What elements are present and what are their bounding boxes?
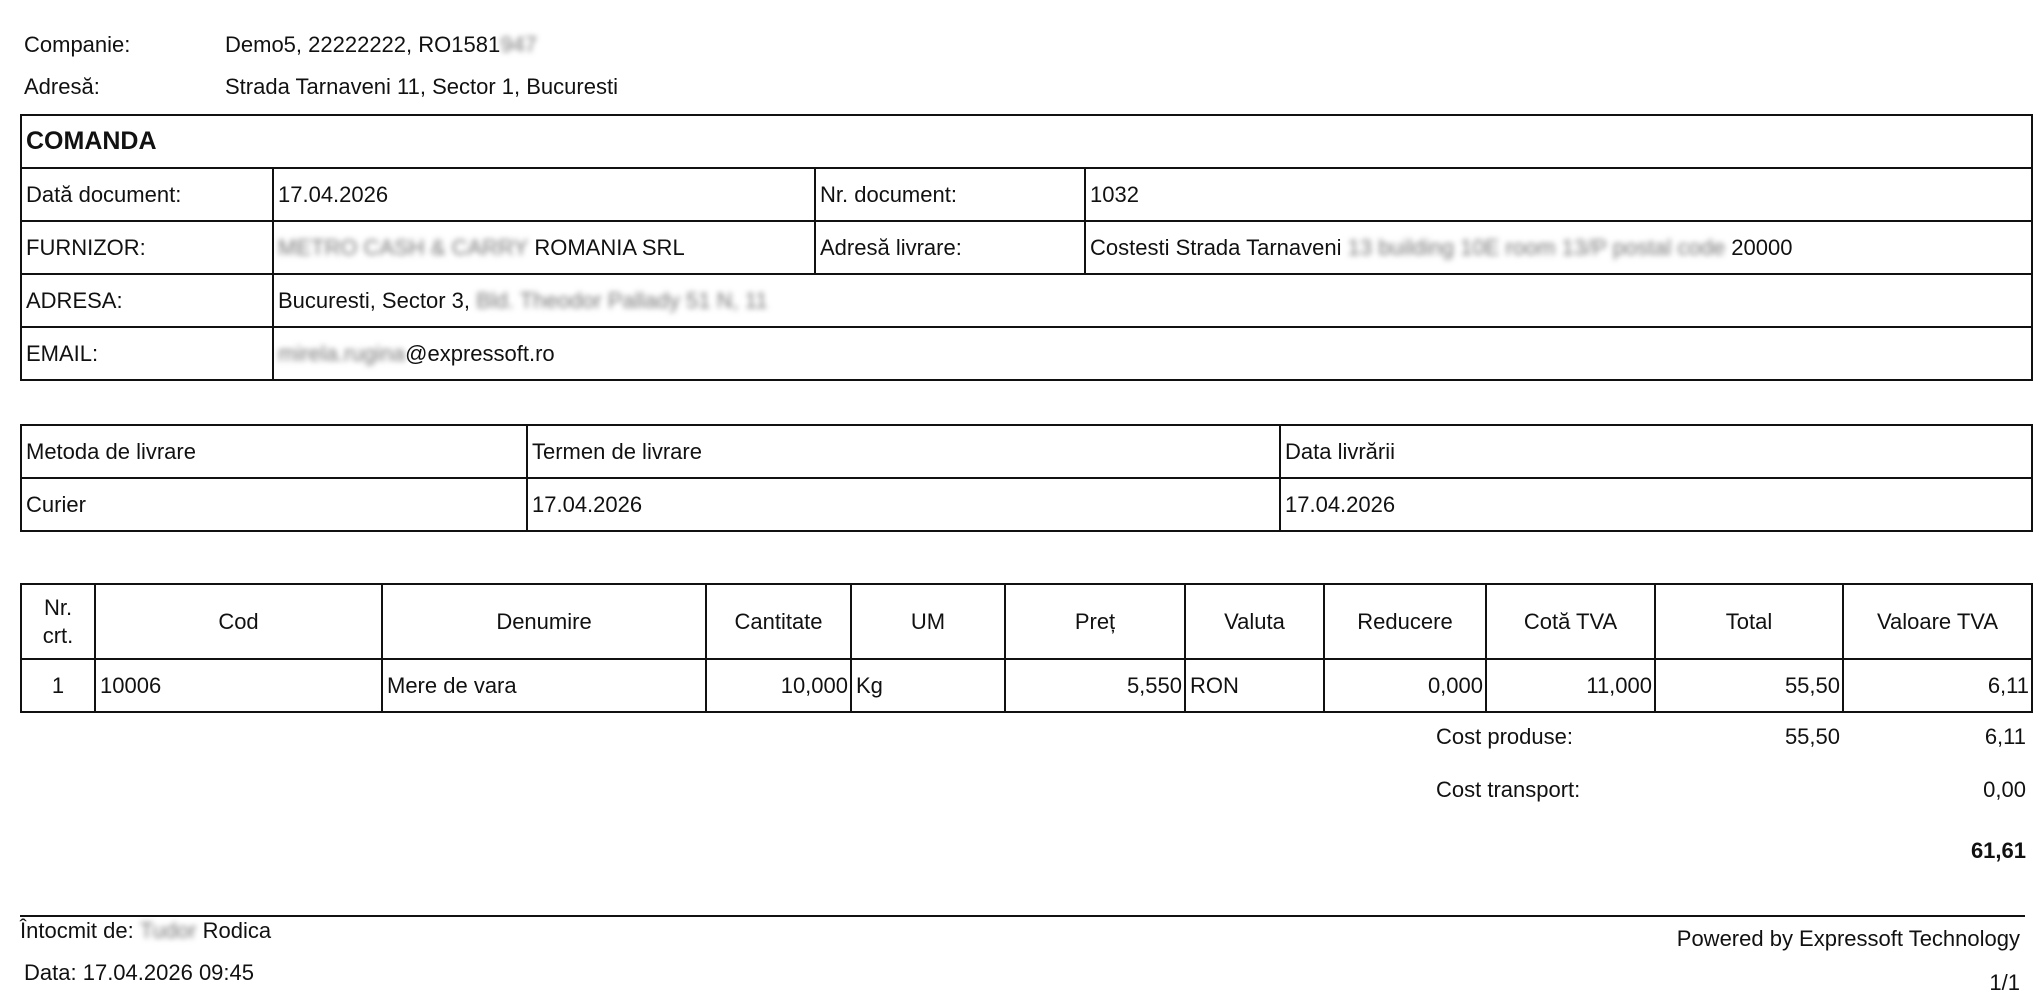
doc-nr-value: 1032 [1085,168,2032,221]
cost-products-vat: 6,11 [1984,724,2026,749]
supplier-label: FURNIZOR: [21,221,273,274]
row-pret: 5,550 [1005,659,1185,712]
order-title: COMANDA [21,115,2032,168]
col-cantitate-header: Cantitate [706,584,851,659]
cost-products-total: 55,50 [1784,724,1840,749]
row-cota-tva: 11,000 [1486,659,1655,712]
col-nr-header: Nr. crt. [21,584,95,659]
prepared-by-redacted: Tudor [139,918,197,943]
delivery-date-header: Data livrării [1280,425,2032,478]
col-um-header: UM [851,584,1005,659]
footer-divider [20,915,2025,917]
delivery-method-value: Curier [21,478,527,531]
items-table [20,583,2033,713]
delivery-address-suffix: 20000 [1731,234,1793,260]
delivery-address-redacted: 13 building 10E room 13/P postal code [1347,234,1726,260]
col-denumire-header: Denumire [382,584,706,659]
row-nr: 1 [21,659,95,712]
delivery-address-value [1085,221,2032,274]
address-redacted: Bld. Theodor Pallady 51 N, 11 [476,287,768,313]
row-total: 55,50 [1655,659,1843,712]
order-header-table [20,114,2033,381]
address-prefix: Bucuresti, Sector 3, [278,287,470,313]
row-cod: 10006 [95,659,382,712]
col-valuta-header: Valuta [1185,584,1324,659]
address-value [273,274,2032,327]
row-valoare-tva: 6,11 [1843,659,2032,712]
email-domain: @expressoft.ro [405,340,555,366]
powered-by: Powered by Expressoft Technology [1676,926,2020,951]
company-value [225,32,537,58]
col-valoare-tva-header: Valoare TVA [1843,584,2032,659]
cost-products-label: Cost produse: [1436,724,1573,749]
col-total-header: Total [1655,584,1843,659]
prepared-by-label: Întocmit de: [20,918,134,943]
prepared-by-name: Rodica [202,918,272,943]
col-reducere-header: Reducere [1324,584,1486,659]
delivery-address-prefix: Costesti Strada Tarnaveni [1090,234,1342,260]
email-label: EMAIL: [21,327,273,380]
table-row [21,659,2032,712]
row-um: Kg [851,659,1005,712]
company-address-value: Strada Tarnaveni 11, Sector 1, Bucuresti [225,74,618,99]
company-value-text: Demo5, 22222222, RO1581 [225,32,501,57]
supplier-redacted: METRO CASH & CARRY [278,234,529,260]
doc-nr-label: Nr. document: [815,168,1085,221]
page-number: 1/1 [1989,970,2020,995]
row-denumire: Mere de vara [382,659,706,712]
grand-total: 61,61 [1970,838,2026,863]
row-cantitate: 10,000 [706,659,851,712]
doc-date-label: Dată document: [21,168,273,221]
col-cod-header: Cod [95,584,382,659]
email-value [273,327,2032,380]
cost-transport-value: 0,00 [1983,777,2026,802]
supplier-value [273,221,815,274]
email-redacted: mirela.rugina [278,340,406,366]
delivery-method-header: Metoda de livrare [21,425,527,478]
col-cota-tva-header: Cotă TVA [1486,584,1655,659]
supplier-text: ROMANIA SRL [534,234,685,260]
footer-date [24,960,254,986]
delivery-address-label: Adresă livrare: [815,221,1085,274]
address-label: ADRESA: [21,274,273,327]
row-valuta: RON [1185,659,1324,712]
prepared-by [20,918,271,944]
delivery-term-header: Termen de livrare [527,425,1280,478]
doc-date-value: 17.04.2026 [273,168,815,221]
company-value-redacted: 947 [500,32,537,57]
delivery-table [20,424,2033,532]
row-reducere: 0,000 [1324,659,1486,712]
col-pret-header: Preț [1005,584,1185,659]
footer-date-value: 17.04.2026 09:45 [82,960,254,985]
delivery-date-value: 17.04.2026 [1280,478,2032,531]
delivery-term-value: 17.04.2026 [527,478,1280,531]
company-label: Companie: [24,32,131,57]
footer-date-label: Data: [24,960,77,985]
cost-transport-label: Cost transport: [1436,777,1581,802]
company-address-label: Adresă: [24,74,100,99]
